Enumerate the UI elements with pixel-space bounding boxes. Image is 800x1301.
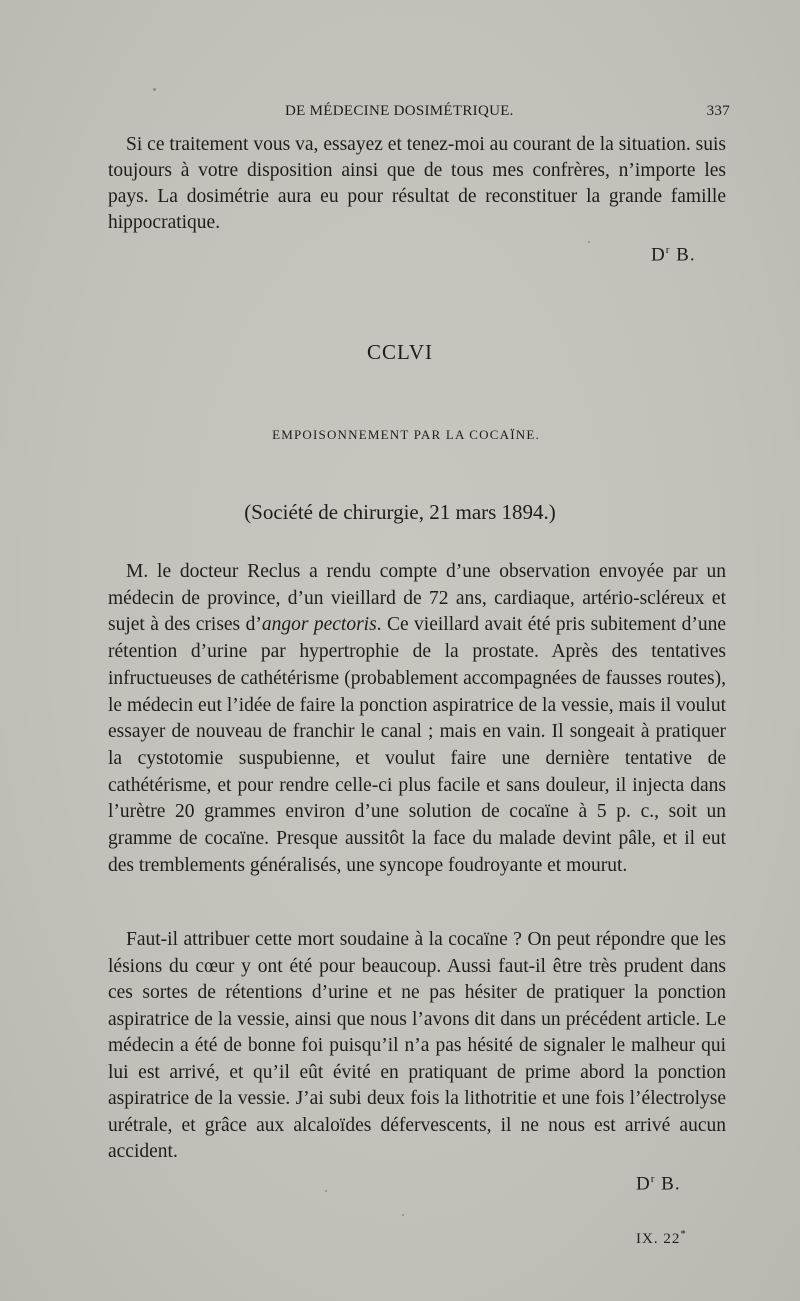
signature-mark-star: * [680,1228,687,1240]
article-paragraph-2: Faut-il attribuer cette mort soudaine à la cocaïne ? On peut répondre que les lésions du cœur y ont été pour beaucoup. Aussi faut-il être très prudent dans ces sortes de rétentions d’urine et ne pas hésiter de pratiquer la ponction aspiratrice de la vessie, ainsi que nous l’avons dit dans un précédent article. Le médecin a été de bonne foi puisqu’il n’a pas hésité de signaler le malheur qui lui est arrivé, et qu’il eût évité en pratiquant de prime abord la ponction aspiratrice de la vessie. J’ai subi deux fois la lithotritie et une fois l’électrolyse urétrale, et grâce aux alcaloïdes défervescents, il ne nous est arrivé aucun accident. [108,929,726,1162]
paper-speck [153,88,156,91]
article-title: EMPOISONNEMENT PAR LA COCAÏNE. [272,427,540,442]
paper-speck [402,1214,404,1216]
letter-signature [651,244,696,266]
paper-speck [325,1190,327,1192]
letter-signature-sup: r [665,244,671,256]
article-signature [636,1173,681,1195]
article-paragraph-1 [108,559,726,879]
running-title: DE MÉDECINE DOSIMÉTRIQUE. [285,103,514,119]
letter-closing-paragraph: Si ce traitement vous va, essayez et tenez-moi au courant de la situation. suis toujours à votre disposition ainsi que de tous mes confrères, n’importe les pays. La dosimétrie aura eu pour résultat de reconstituer la grande famille hippocratique. [108,134,726,233]
article-paragraph-1-start: M. le docteur Reclus a rendu compte d’une observation envoyée par un médecin de province, d’un vieillard de 72 ans, cardiaque, artério-scléreux et sujet à des crises d’ [108,561,726,636]
page-number: 337 [706,103,730,119]
letter-signature-prefix: D [651,244,666,266]
article-signature-name: B. [655,1173,681,1195]
article-source: (Société de chirurgie, 21 mars 1894.) [244,500,556,524]
article-number: CCLVI [366,340,434,364]
signature-mark [636,1228,687,1248]
article-signature-prefix: D [636,1173,651,1195]
signature-mark-text: IX. 22 [636,1231,681,1247]
letter-signature-name: B. [670,244,696,266]
article-signature-sup: r [650,1173,656,1185]
article-paragraph-1-end: . Ce vieillard avait été pris subitement d’une rétention d’urine par hypertrophie de la prostate. Après des tentatives infructueuses de cathétérisme (probablement accompagnées de fausses routes), le médecin eut l’idée de faire la ponction aspiratrice de la vessie, mais il voulut essayer de nouveau de franchir le canal ; mais en vain. Il songeait à pratiquer la cystotomie suspubienne, et voulut faire une dernière tentative de cathétérisme, et pour rendre celle-ci plus facile et sans douleur, il injecta dans l’urètre 20 grammes environ d’une solution de cocaïne à 5 p. c., soit un gramme de cocaïne. Presque aussitôt la face du malade devint pâle, et il eut des tremblements généralisés, une syncope foudroyante et mourut. [108,614,726,876]
article-paragraph-1-italic: angor pectoris [261,614,377,636]
paper-speck [588,241,590,243]
